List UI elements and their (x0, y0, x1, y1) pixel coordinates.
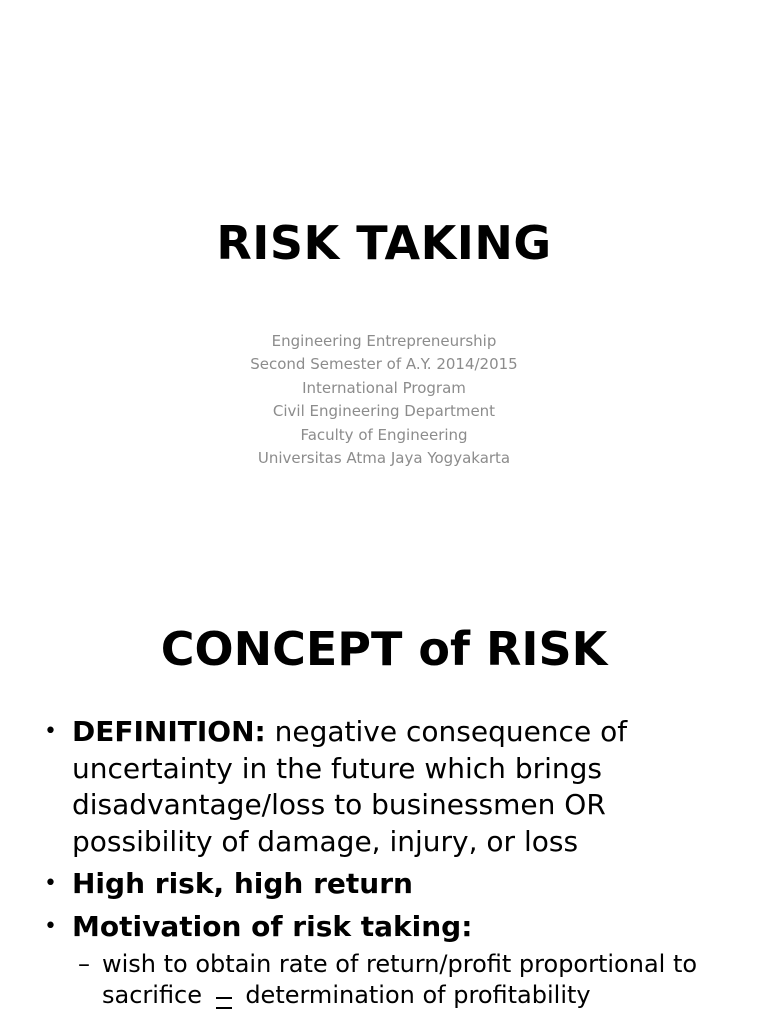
slide-subtitle (0, 330, 768, 470)
bullet-bold-text: DEFINITION: (72, 715, 266, 748)
bullet-icon: • (44, 719, 57, 744)
subtitle-line: Faculty of Engineering (300, 425, 468, 444)
bullet-icon: • (44, 913, 57, 939)
bullet-text: negative consequence of uncertainty in the future which brings disadvantage/loss to businessmen OR possibility of damage, injury, or loss (72, 715, 628, 858)
subtitle-line: Second Semester of A.Y. 2014/2015 (250, 355, 518, 374)
sub-bullet-item (0, 949, 768, 1011)
equals-symbol-icon (216, 997, 232, 1009)
sub-bullet-text-after: determination of profitability (245, 981, 591, 1009)
sub-bullet-text: wish to obtain rate of return/profit proportional to sacrifice (102, 950, 698, 1009)
bullet-bold-text: Motivation of risk taking: (72, 909, 473, 943)
subtitle-line: Civil Engineering Department (272, 402, 496, 421)
bullet-icon: • (44, 871, 57, 896)
bullet-list (0, 714, 768, 1011)
bullet-bold-text: High risk, high return (72, 867, 413, 900)
slide-title: RISK TAKING (216, 216, 552, 270)
bullet-item-high-risk (0, 866, 768, 903)
bullet-item-definition (0, 714, 768, 860)
dash-icon: – (78, 950, 90, 978)
subtitle-line: Universitas Atma Jaya Yogyakarta (257, 449, 511, 468)
content-slide (0, 576, 768, 1024)
bullet-item-motivation (0, 909, 768, 946)
subtitle-line: Engineering Entrepreneurship (271, 332, 497, 350)
subtitle-line: International Program (302, 378, 466, 397)
slide-title: CONCEPT of RISK (160, 622, 608, 676)
